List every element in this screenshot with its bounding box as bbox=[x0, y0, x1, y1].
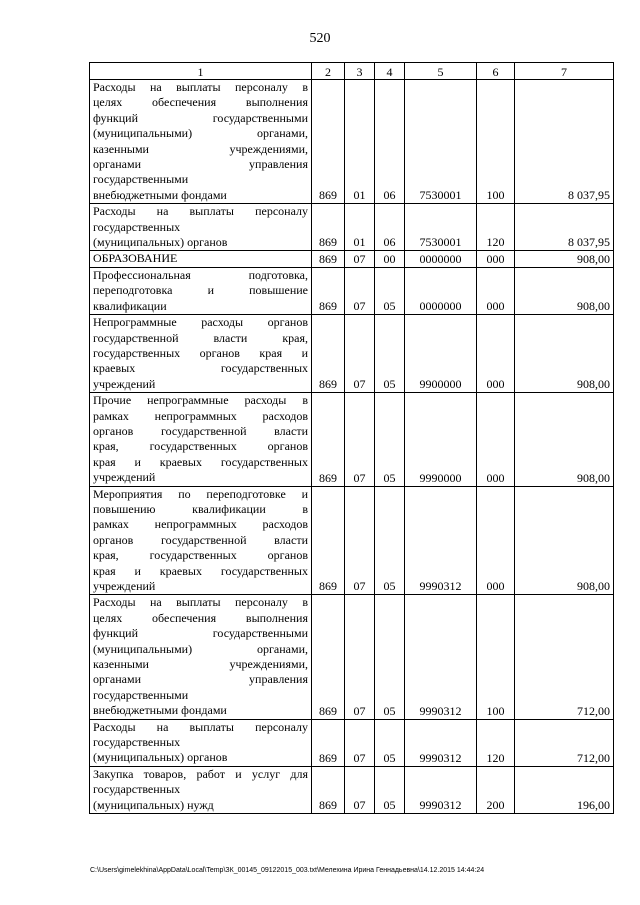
description-line: (муниципальных) нужд bbox=[93, 797, 214, 812]
description-line: края и краевых государственных bbox=[93, 563, 308, 578]
subsection-code: 05 bbox=[375, 766, 405, 813]
table-row bbox=[90, 719, 614, 766]
budget-table bbox=[89, 62, 614, 814]
row-description bbox=[90, 80, 312, 204]
description-line: (муниципальных) органов bbox=[93, 235, 228, 250]
subsection-code: 00 bbox=[375, 251, 405, 267]
target-article-code: 9990312 bbox=[405, 486, 477, 595]
section-code: 07 bbox=[345, 595, 375, 719]
description-line: рамках непрограммных расходов bbox=[93, 517, 308, 532]
amount: 8 037,95 bbox=[515, 204, 614, 251]
target-article-code: 7530001 bbox=[405, 80, 477, 204]
description-line: функций государственными bbox=[93, 110, 308, 125]
expense-type-code: 120 bbox=[477, 719, 515, 766]
amount: 8 037,95 bbox=[515, 80, 614, 204]
description-line: Мероприятия по переподготовке и bbox=[93, 486, 308, 501]
col-header-7: 7 bbox=[515, 63, 614, 80]
table-row bbox=[90, 267, 614, 314]
ministry-code: 869 bbox=[312, 204, 345, 251]
expense-type-code: 000 bbox=[477, 267, 515, 314]
ministry-code: 869 bbox=[312, 80, 345, 204]
target-article-code: 9990312 bbox=[405, 719, 477, 766]
description-line: внебюджетными фондами bbox=[93, 187, 227, 202]
col-header-2: 2 bbox=[312, 63, 345, 80]
table-row bbox=[90, 595, 614, 719]
description-line: органов государственной власти bbox=[93, 532, 308, 547]
subsection-code: 05 bbox=[375, 393, 405, 486]
table-row bbox=[90, 315, 614, 393]
description-line: учреждений bbox=[93, 470, 156, 485]
target-article-code: 0000000 bbox=[405, 267, 477, 314]
expense-type-code: 200 bbox=[477, 766, 515, 813]
description-line: Непрограммные расходы органов bbox=[93, 315, 308, 330]
description-line: государственной власти края, bbox=[93, 330, 308, 345]
table-row bbox=[90, 766, 614, 813]
description-line: государственными bbox=[93, 172, 189, 187]
target-article-code: 9900000 bbox=[405, 315, 477, 393]
description-line: Расходы на выплаты персоналу bbox=[93, 204, 308, 219]
ministry-code: 869 bbox=[312, 251, 345, 267]
description-line: квалификации bbox=[93, 298, 167, 313]
description-line: (муниципальных) органов bbox=[93, 750, 228, 765]
subsection-code: 05 bbox=[375, 595, 405, 719]
section-code: 07 bbox=[345, 267, 375, 314]
description-line: учреждений bbox=[93, 376, 156, 391]
description-line: функций государственными bbox=[93, 626, 308, 641]
expense-type-code: 000 bbox=[477, 251, 515, 267]
col-header-5: 5 bbox=[405, 63, 477, 80]
amount: 712,00 bbox=[515, 719, 614, 766]
description-line: Расходы на выплаты персоналу bbox=[93, 719, 308, 734]
section-code: 07 bbox=[345, 251, 375, 267]
expense-type-code: 100 bbox=[477, 80, 515, 204]
col-header-1: 1 bbox=[90, 63, 312, 80]
amount: 908,00 bbox=[515, 315, 614, 393]
row-description bbox=[90, 315, 312, 393]
col-header-6: 6 bbox=[477, 63, 515, 80]
subsection-code: 05 bbox=[375, 486, 405, 595]
section-code: 07 bbox=[345, 719, 375, 766]
description-line: края и краевых государственных bbox=[93, 454, 308, 469]
target-article-code: 9990000 bbox=[405, 393, 477, 486]
description-line: казенными учреждениями, bbox=[93, 657, 308, 672]
amount: 908,00 bbox=[515, 267, 614, 314]
description-line: Закупка товаров, работ и услуг для bbox=[93, 766, 308, 781]
table-row bbox=[90, 486, 614, 595]
description-line: (муниципальными) органами, bbox=[93, 126, 308, 141]
expense-type-code: 000 bbox=[477, 315, 515, 393]
description-line: Прочие непрограммные расходы в bbox=[93, 393, 308, 408]
section-code: 07 bbox=[345, 393, 375, 486]
description-line: ОБРАЗОВАНИЕ bbox=[93, 251, 178, 266]
section-code: 01 bbox=[345, 80, 375, 204]
table-row bbox=[90, 80, 614, 204]
table-row bbox=[90, 251, 614, 267]
description-line: органами управления bbox=[93, 157, 308, 172]
description-line: края, государственных органов bbox=[93, 439, 308, 454]
ministry-code: 869 bbox=[312, 393, 345, 486]
subsection-code: 05 bbox=[375, 267, 405, 314]
amount: 908,00 bbox=[515, 393, 614, 486]
description-line: целях обеспечения выполнения bbox=[93, 95, 308, 110]
description-line: Профессиональная подготовка, bbox=[93, 267, 308, 282]
description-line: учреждений bbox=[93, 579, 156, 593]
description-line: государственных bbox=[93, 219, 181, 234]
description-line: органами управления bbox=[93, 672, 308, 687]
expense-type-code: 100 bbox=[477, 595, 515, 719]
subsection-code: 05 bbox=[375, 315, 405, 393]
amount: 908,00 bbox=[515, 251, 614, 267]
row-description bbox=[90, 267, 312, 314]
description-line: казенными учреждениями, bbox=[93, 141, 308, 156]
description-line: внебюджетными фондами bbox=[93, 703, 227, 718]
description-line: рамках непрограммных расходов bbox=[93, 408, 308, 423]
expense-type-code: 120 bbox=[477, 204, 515, 251]
description-line: Расходы на выплаты персоналу в bbox=[93, 595, 308, 610]
table-row bbox=[90, 204, 614, 251]
ministry-code: 869 bbox=[312, 267, 345, 314]
description-line: краевых государственных bbox=[93, 361, 308, 376]
amount: 196,00 bbox=[515, 766, 614, 813]
row-description bbox=[90, 251, 312, 267]
amount: 712,00 bbox=[515, 595, 614, 719]
description-line: государственных bbox=[93, 735, 181, 750]
description-line: (муниципальными) органами, bbox=[93, 641, 308, 656]
file-path-footer: C:\Users\gimelekhina\AppData\Local\Temp\ЗК_00145_09122015_003.txt\Мелехина Ирина Геннадьевна\14.12.2015 14:44:24 bbox=[90, 867, 485, 874]
expense-type-code: 000 bbox=[477, 393, 515, 486]
description-line: государственных органов края и bbox=[93, 345, 308, 360]
row-description bbox=[90, 719, 312, 766]
row-description bbox=[90, 393, 312, 486]
ministry-code: 869 bbox=[312, 719, 345, 766]
section-code: 01 bbox=[345, 204, 375, 251]
target-article-code: 9990312 bbox=[405, 766, 477, 813]
page-number: 520 bbox=[309, 31, 331, 46]
table-row bbox=[90, 393, 614, 486]
header-row bbox=[90, 63, 614, 80]
description-line: переподготовка и повышение bbox=[93, 283, 308, 298]
section-code: 07 bbox=[345, 486, 375, 595]
row-description bbox=[90, 486, 312, 595]
ministry-code: 869 bbox=[312, 486, 345, 595]
ministry-code: 869 bbox=[312, 595, 345, 719]
col-header-4: 4 bbox=[375, 63, 405, 80]
description-line: государственных bbox=[93, 782, 181, 797]
subsection-code: 06 bbox=[375, 80, 405, 204]
ministry-code: 869 bbox=[312, 766, 345, 813]
expense-type-code: 000 bbox=[477, 486, 515, 595]
row-description bbox=[90, 766, 312, 813]
ministry-code: 869 bbox=[312, 315, 345, 393]
subsection-code: 06 bbox=[375, 204, 405, 251]
description-line: Расходы на выплаты персоналу в bbox=[93, 80, 308, 94]
description-line: государственными bbox=[93, 687, 189, 702]
amount: 908,00 bbox=[515, 486, 614, 595]
description-line: повышению квалификации в bbox=[93, 501, 308, 516]
description-line: органов государственной власти bbox=[93, 423, 308, 438]
target-article-code: 7530001 bbox=[405, 204, 477, 251]
section-code: 07 bbox=[345, 315, 375, 393]
section-code: 07 bbox=[345, 766, 375, 813]
description-line: края, государственных органов bbox=[93, 548, 308, 563]
subsection-code: 05 bbox=[375, 719, 405, 766]
row-description bbox=[90, 204, 312, 251]
target-article-code: 0000000 bbox=[405, 251, 477, 267]
description-line: целях обеспечения выполнения bbox=[93, 610, 308, 625]
col-header-3: 3 bbox=[345, 63, 375, 80]
row-description bbox=[90, 595, 312, 719]
target-article-code: 9990312 bbox=[405, 595, 477, 719]
